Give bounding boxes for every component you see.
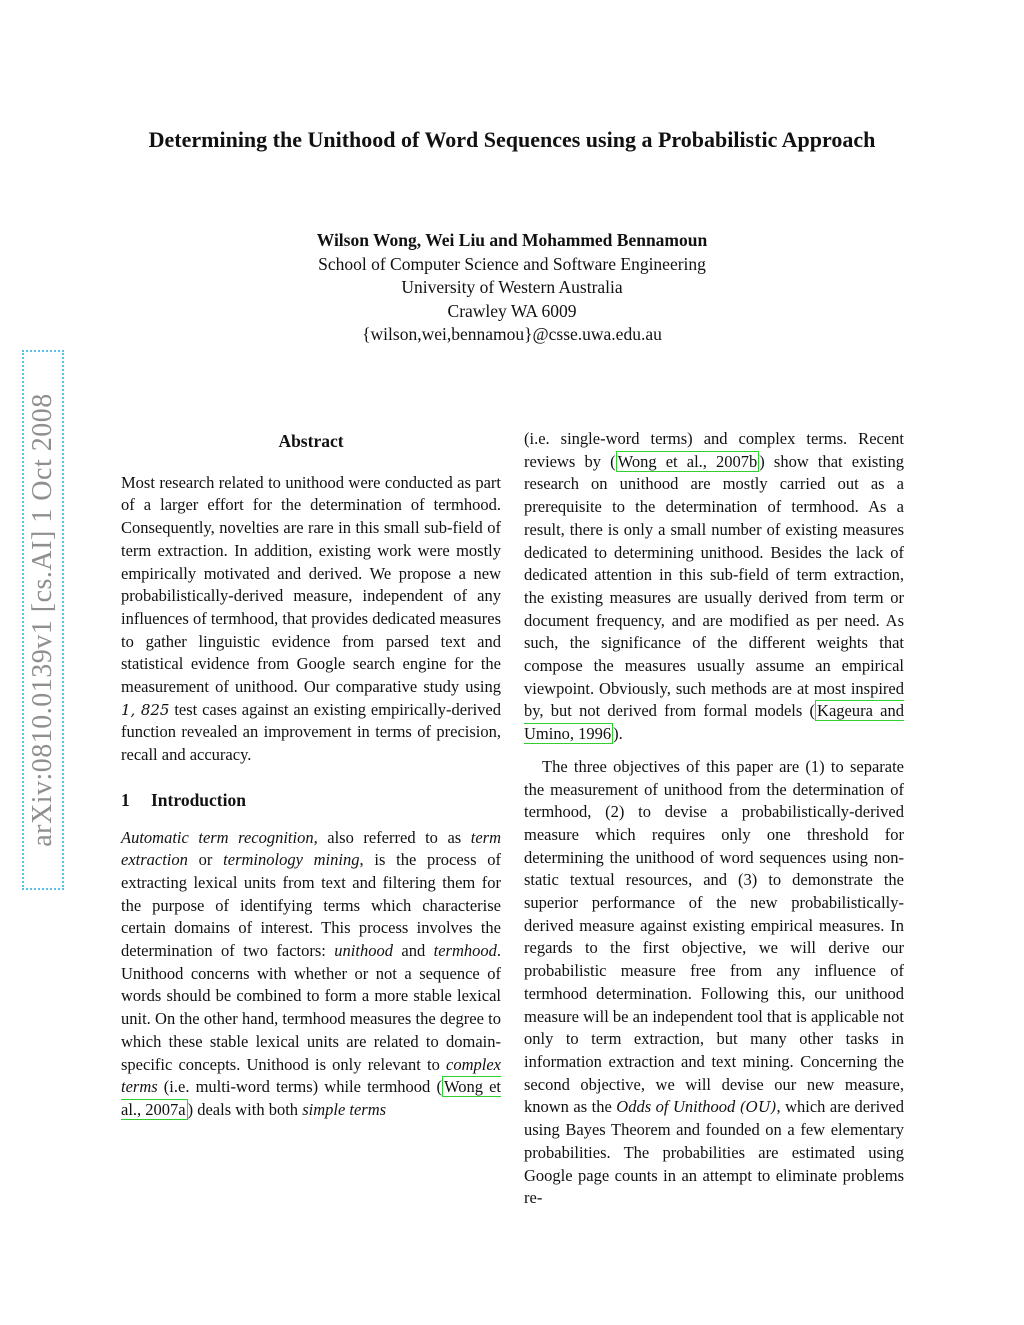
intro-paragraph-1-part-a — [121, 827, 501, 1122]
term-complex-terms: complex terms — [121, 1054, 501, 1097]
intro-text: or — [187, 850, 224, 870]
term-simple-terms: simple terms — [302, 1099, 387, 1119]
abstract-body — [121, 472, 501, 767]
intro-text: The three objectives of this paper are (1) to separate the measurement of unithood from the determination of termhood, (2) to devise a probabilistically-derived measure which requires only one threshold for determining the unithood of word sequences using non-static textual resources, and (3) to demonstrate the superior performance of the new probabilistically-derived measure against existing empirical measures. In regards to the first objective, we will derive our probabilistic measure free from any influence of termhood determination. Following this, our unithood measure will be an independent tool that is applicable not only to term extraction, but many other tasks in information extraction and text mining. Concerning the second objective, we will devise our new measure, known as the — [524, 756, 904, 1117]
math-ou: (OU) — [739, 1098, 777, 1117]
intro-text: , is the process of extracting lexical units from text and filtering them for the purpose of identifying terms which characterise certain domains of interest. This process involves the determination of two factors: — [121, 850, 501, 961]
arxiv-stamp — [22, 350, 64, 890]
intro-paragraph-1-part-b — [524, 428, 904, 746]
abstract-heading: Abstract — [278, 431, 344, 451]
citation-link-wong-2007a[interactable]: Wong et al., 2007a — [121, 1077, 502, 1119]
section-number: 1 — [121, 789, 130, 810]
intro-text: and — [392, 941, 434, 961]
intro-text: , which are derived using Bayes Theorem and founded on a few elementary probabilities. The probabilities are estimated using Google page counts in an attempt to eliminate problems re- — [524, 1097, 904, 1208]
term-term-extraction: term extraction — [121, 827, 501, 870]
term-termhood: termhood — [433, 941, 497, 961]
section-heading-introduction — [121, 789, 501, 812]
intro-text: ) show that existing research on unithood are mostly carried out as a prerequisite to the determination of termhood. As a result, there is only a small number of existing measures dedicated to determining unithood. Besides the lack of dedicated attention in this sub-field of term extraction, the existing measures are usually derived from term or document frequency, and are modified as per need. As such, the significance of the different weights that compose the measures usually assume an empirical viewpoint. Obviously, such methods are at most inspired by, but not derived from formal models ( — [524, 451, 905, 721]
left-column — [121, 428, 501, 1122]
author-names: Wilson Wong, Wei Liu and Mohammed Bennamoun — [316, 230, 708, 250]
intro-text: ). — [613, 724, 623, 744]
abstract-text-2: test cases against an existing empirically-derived function revealed an improvement in terms of precision, recall and accuracy. — [121, 699, 501, 765]
arxiv-id: arXiv:0810.0139v1 [cs.AI] 1 Oct 2008 — [27, 393, 58, 847]
intro-text: (i.e. single-word terms) and complex terms. Recent reviews by ( — [524, 429, 904, 471]
intro-text: ) deals with both — [187, 1099, 303, 1119]
abstract-text-1: Most research related to unithood were conducted as part of a larger effort for the determination of termhood. Consequently, novelties are rare in this small sub-field of term extraction. In addition, existing work were mostly empirically motivated and derived. We propose a new probabilistically-derived measure, independent of any influences of termhood, that provides dedicated measures to gather linguistic evidence from parsed text and statistical evidence from Google search engine for the measurement of unithood. Our comparative study using — [121, 472, 501, 697]
author-block — [120, 229, 904, 347]
abstract-test-case-count: 1, 825 — [121, 700, 170, 719]
intro-text: . Unithood concerns with whether or not a sequence of words should be combined to form a more stable lexical unit. On the other hand, termhood measures the degree to which these stable lexical units are related to domain-specific concepts. Unithood is only relevant to — [121, 941, 502, 1074]
author-email: {wilson,wei,bennamou}@csse.uwa.edu.au — [362, 324, 662, 344]
right-column — [524, 428, 904, 1210]
intro-paragraph-2 — [524, 756, 904, 1210]
term-terminology-mining: terminology mining — [223, 850, 360, 870]
citation-link-kageura-1996[interactable]: Kageura and Umino, 1996 — [524, 701, 904, 744]
term-unithood: unithood — [334, 941, 393, 961]
intro-text: (i.e. multi-word terms) while termhood ( — [157, 1077, 442, 1097]
intro-text: , also referred to as — [313, 827, 471, 847]
term-odds-of-unithood: Odds of Unithood — [616, 1097, 736, 1117]
affiliation-address: Crawley WA 6009 — [447, 300, 577, 321]
affiliation-school: School of Computer Science and Software Engineering — [318, 253, 706, 274]
section-title: Introduction — [151, 789, 246, 810]
term-automatic-term-recognition: Automatic term recognition — [121, 827, 314, 847]
paper-title: Determining the Unithood of Word Sequences using a Probabilistic Approach — [148, 127, 876, 152]
citation-link-wong-2007b[interactable]: Wong et al., 2007b — [617, 451, 758, 471]
affiliation-university: University of Western Australia — [401, 277, 623, 297]
